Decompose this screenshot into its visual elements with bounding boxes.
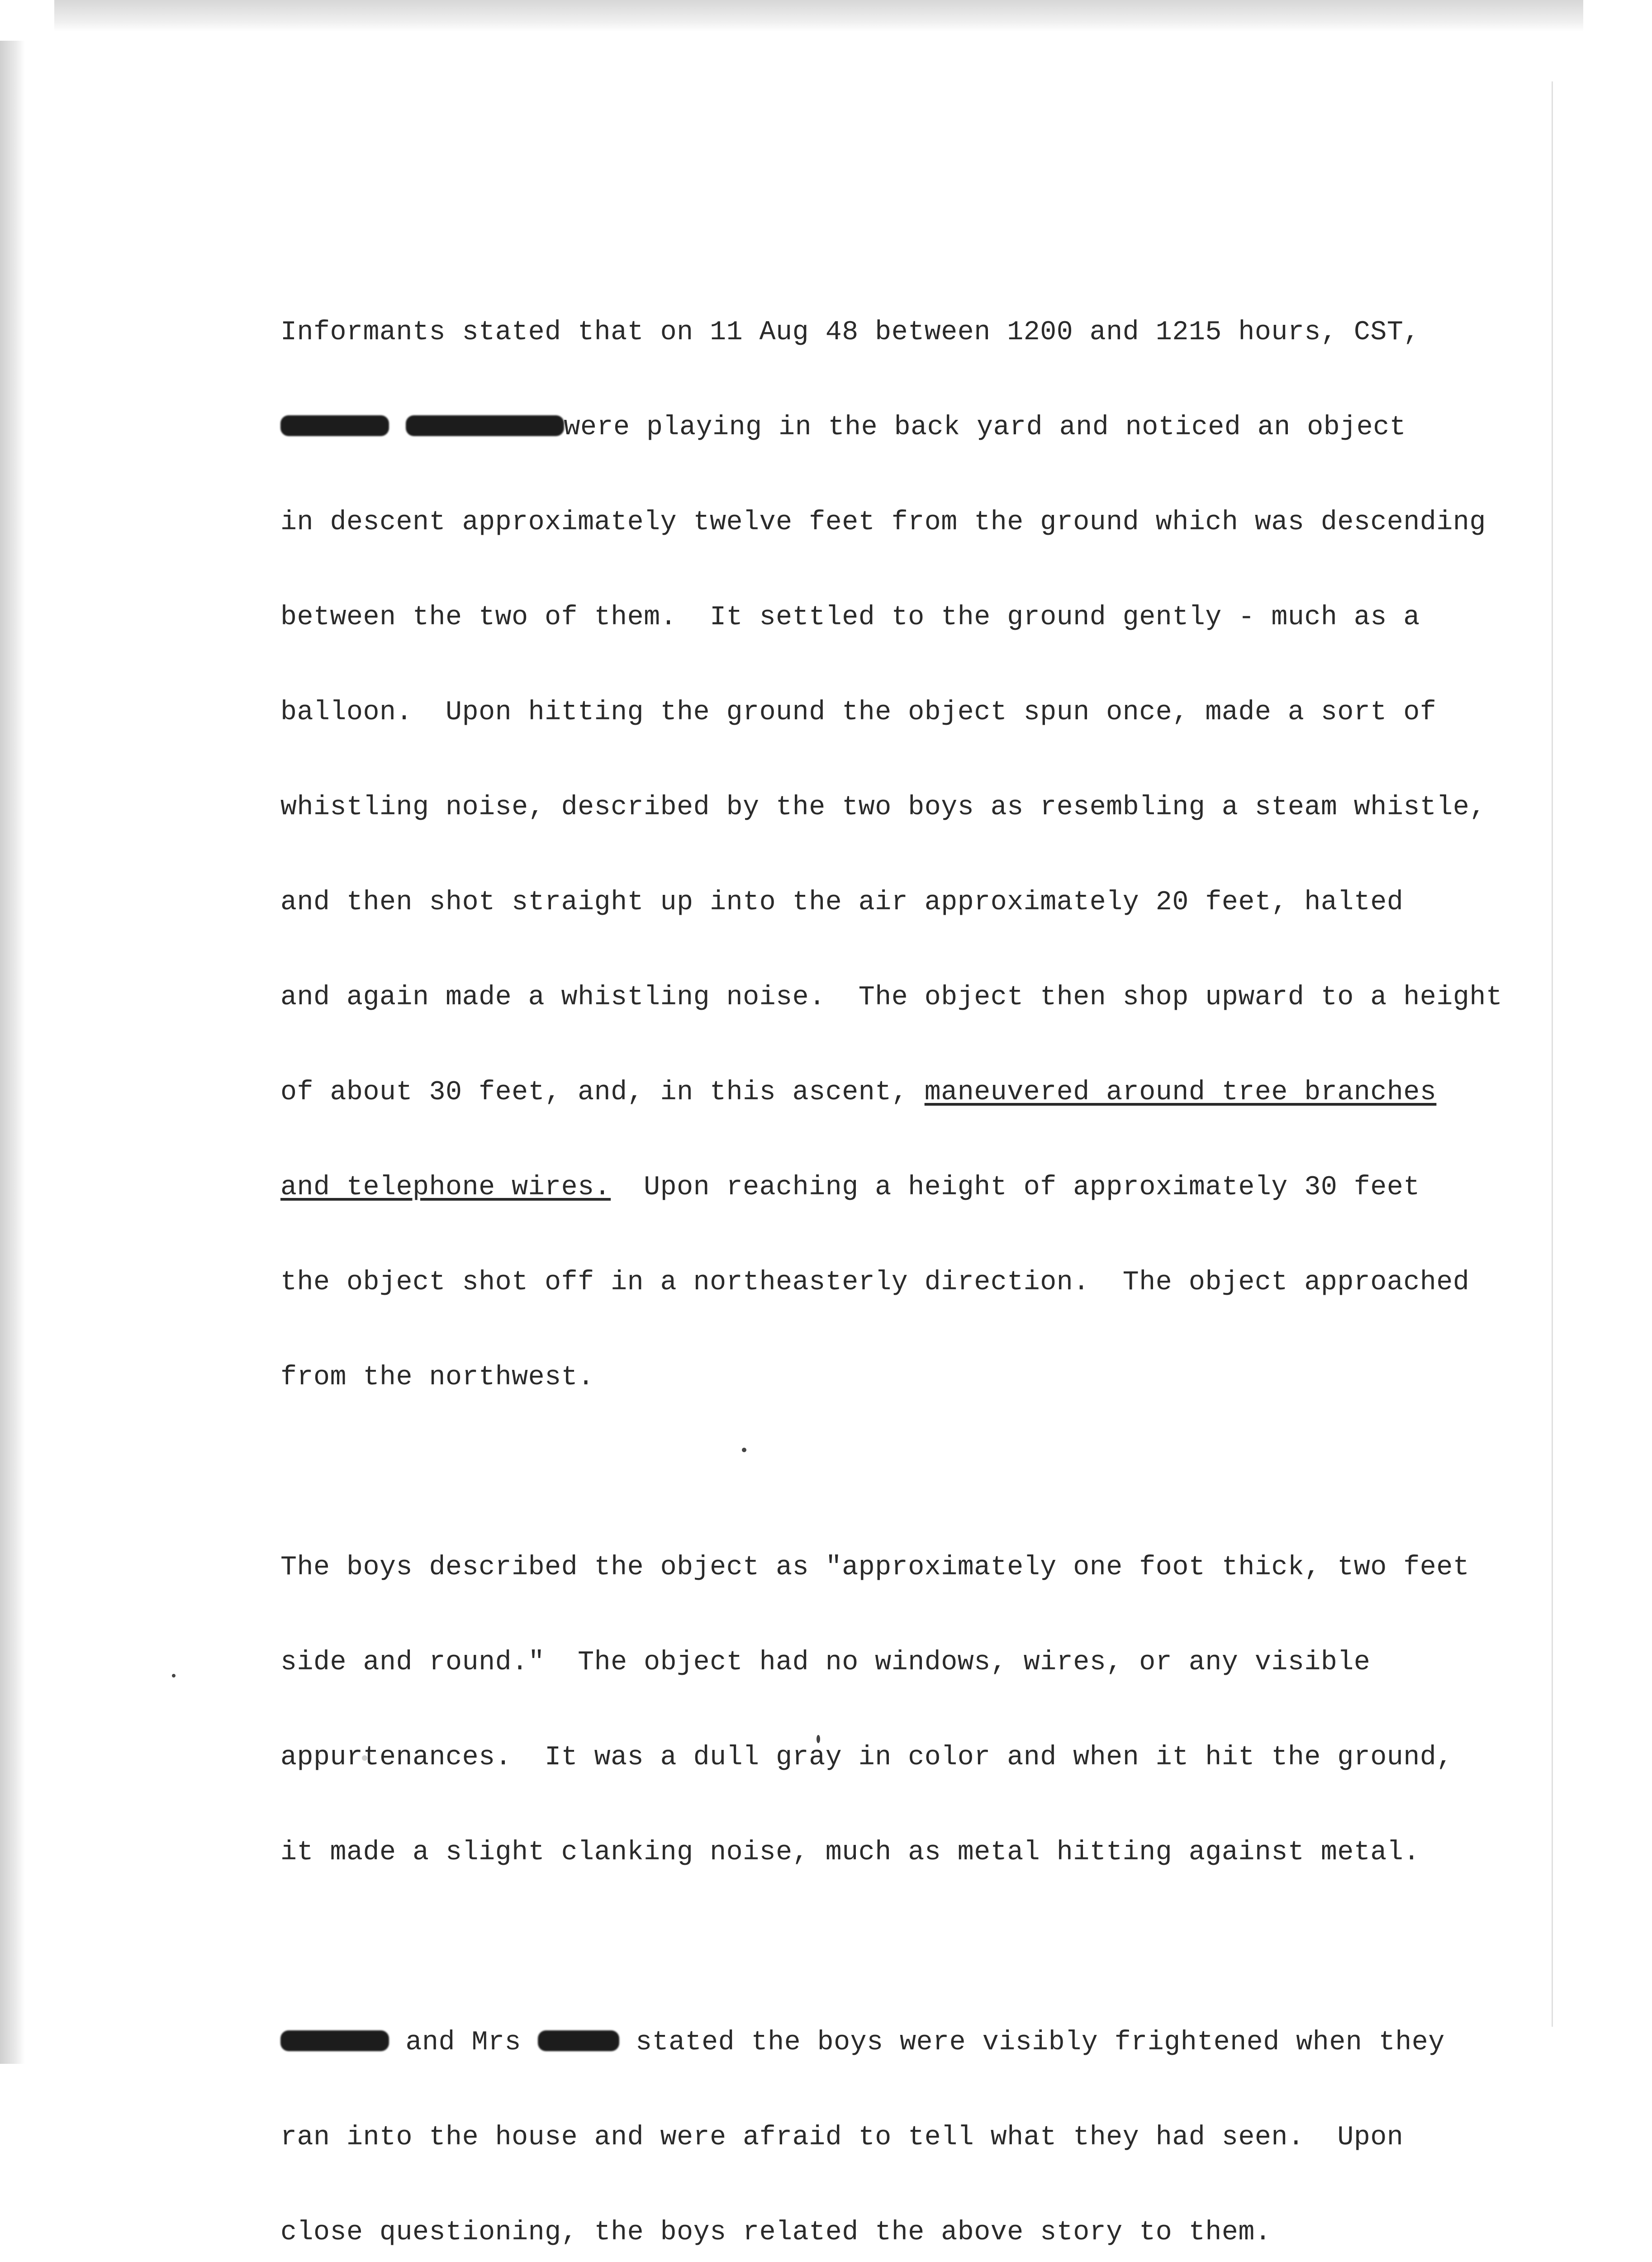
scan-speck bbox=[172, 1674, 176, 1677]
paragraph-description bbox=[280, 1488, 1547, 1932]
scan-shadow-top bbox=[54, 0, 1583, 32]
text-line: and again made a whistling noise. The object then shop upward to a height bbox=[280, 982, 1503, 1013]
text-line: Informants stated that on 11 Aug 48 between 1200 and 1215 hours, CST, bbox=[280, 317, 1420, 348]
text-line: were playing in the back yard and noticed an object bbox=[280, 412, 1547, 443]
underlined-phrase: and telephone wires. bbox=[280, 1172, 611, 1203]
text-line: whistling noise, described by the two boys as resembling a steam whistle, bbox=[280, 792, 1486, 823]
text-line: balloon. Upon hitting the ground the object spun once, made a sort of bbox=[280, 697, 1437, 728]
text-line: and Mrs stated the boys were visibly frightened when they bbox=[280, 2027, 1547, 2058]
redaction-mark bbox=[406, 415, 564, 436]
memo-body bbox=[280, 253, 1547, 2262]
paragraph-parents bbox=[280, 1963, 1547, 2262]
redaction-mark bbox=[280, 2030, 389, 2051]
text-line: between the two of them. It settled to the ground gently - much as a bbox=[280, 602, 1420, 633]
scan-shadow-left bbox=[0, 41, 25, 2064]
paragraph-informants bbox=[280, 253, 1547, 1457]
text-line: side and round." The object had no windows, wires, or any visible bbox=[280, 1647, 1371, 1678]
page-edge bbox=[1552, 81, 1559, 2027]
text-line: and then shot straight up into the air approximately 20 feet, halted bbox=[280, 887, 1404, 918]
text-line: the object shot off in a northeasterly direction. The object approached bbox=[280, 1267, 1470, 1298]
text-line: and telephone wires. Upon reaching a height of approximately 30 feet bbox=[280, 1172, 1420, 1203]
underlined-phrase: maneuvered around tree branches bbox=[924, 1077, 1437, 1108]
redaction-mark bbox=[538, 2030, 619, 2051]
text-line: ran into the house and were afraid to tell what they had seen. Upon bbox=[280, 2122, 1404, 2153]
text-line: The boys described the object as "approximately one foot thick, two feet bbox=[280, 1552, 1470, 1583]
text-line: it made a slight clanking noise, much as metal hitting against metal. bbox=[280, 1837, 1420, 1868]
redaction-mark bbox=[280, 415, 389, 436]
text-line: from the northwest. bbox=[280, 1362, 594, 1393]
text-line: in descent approximately twelve feet from the ground which was descending bbox=[280, 507, 1486, 538]
text-line: of about 30 feet, and, in this ascent, maneuvered around tree branches bbox=[280, 1077, 1437, 1108]
text-line: close questioning, the boys related the above story to them. bbox=[280, 2217, 1272, 2248]
text-line: appurtenances. It was a dull gray in color and when it hit the ground, bbox=[280, 1742, 1453, 1773]
